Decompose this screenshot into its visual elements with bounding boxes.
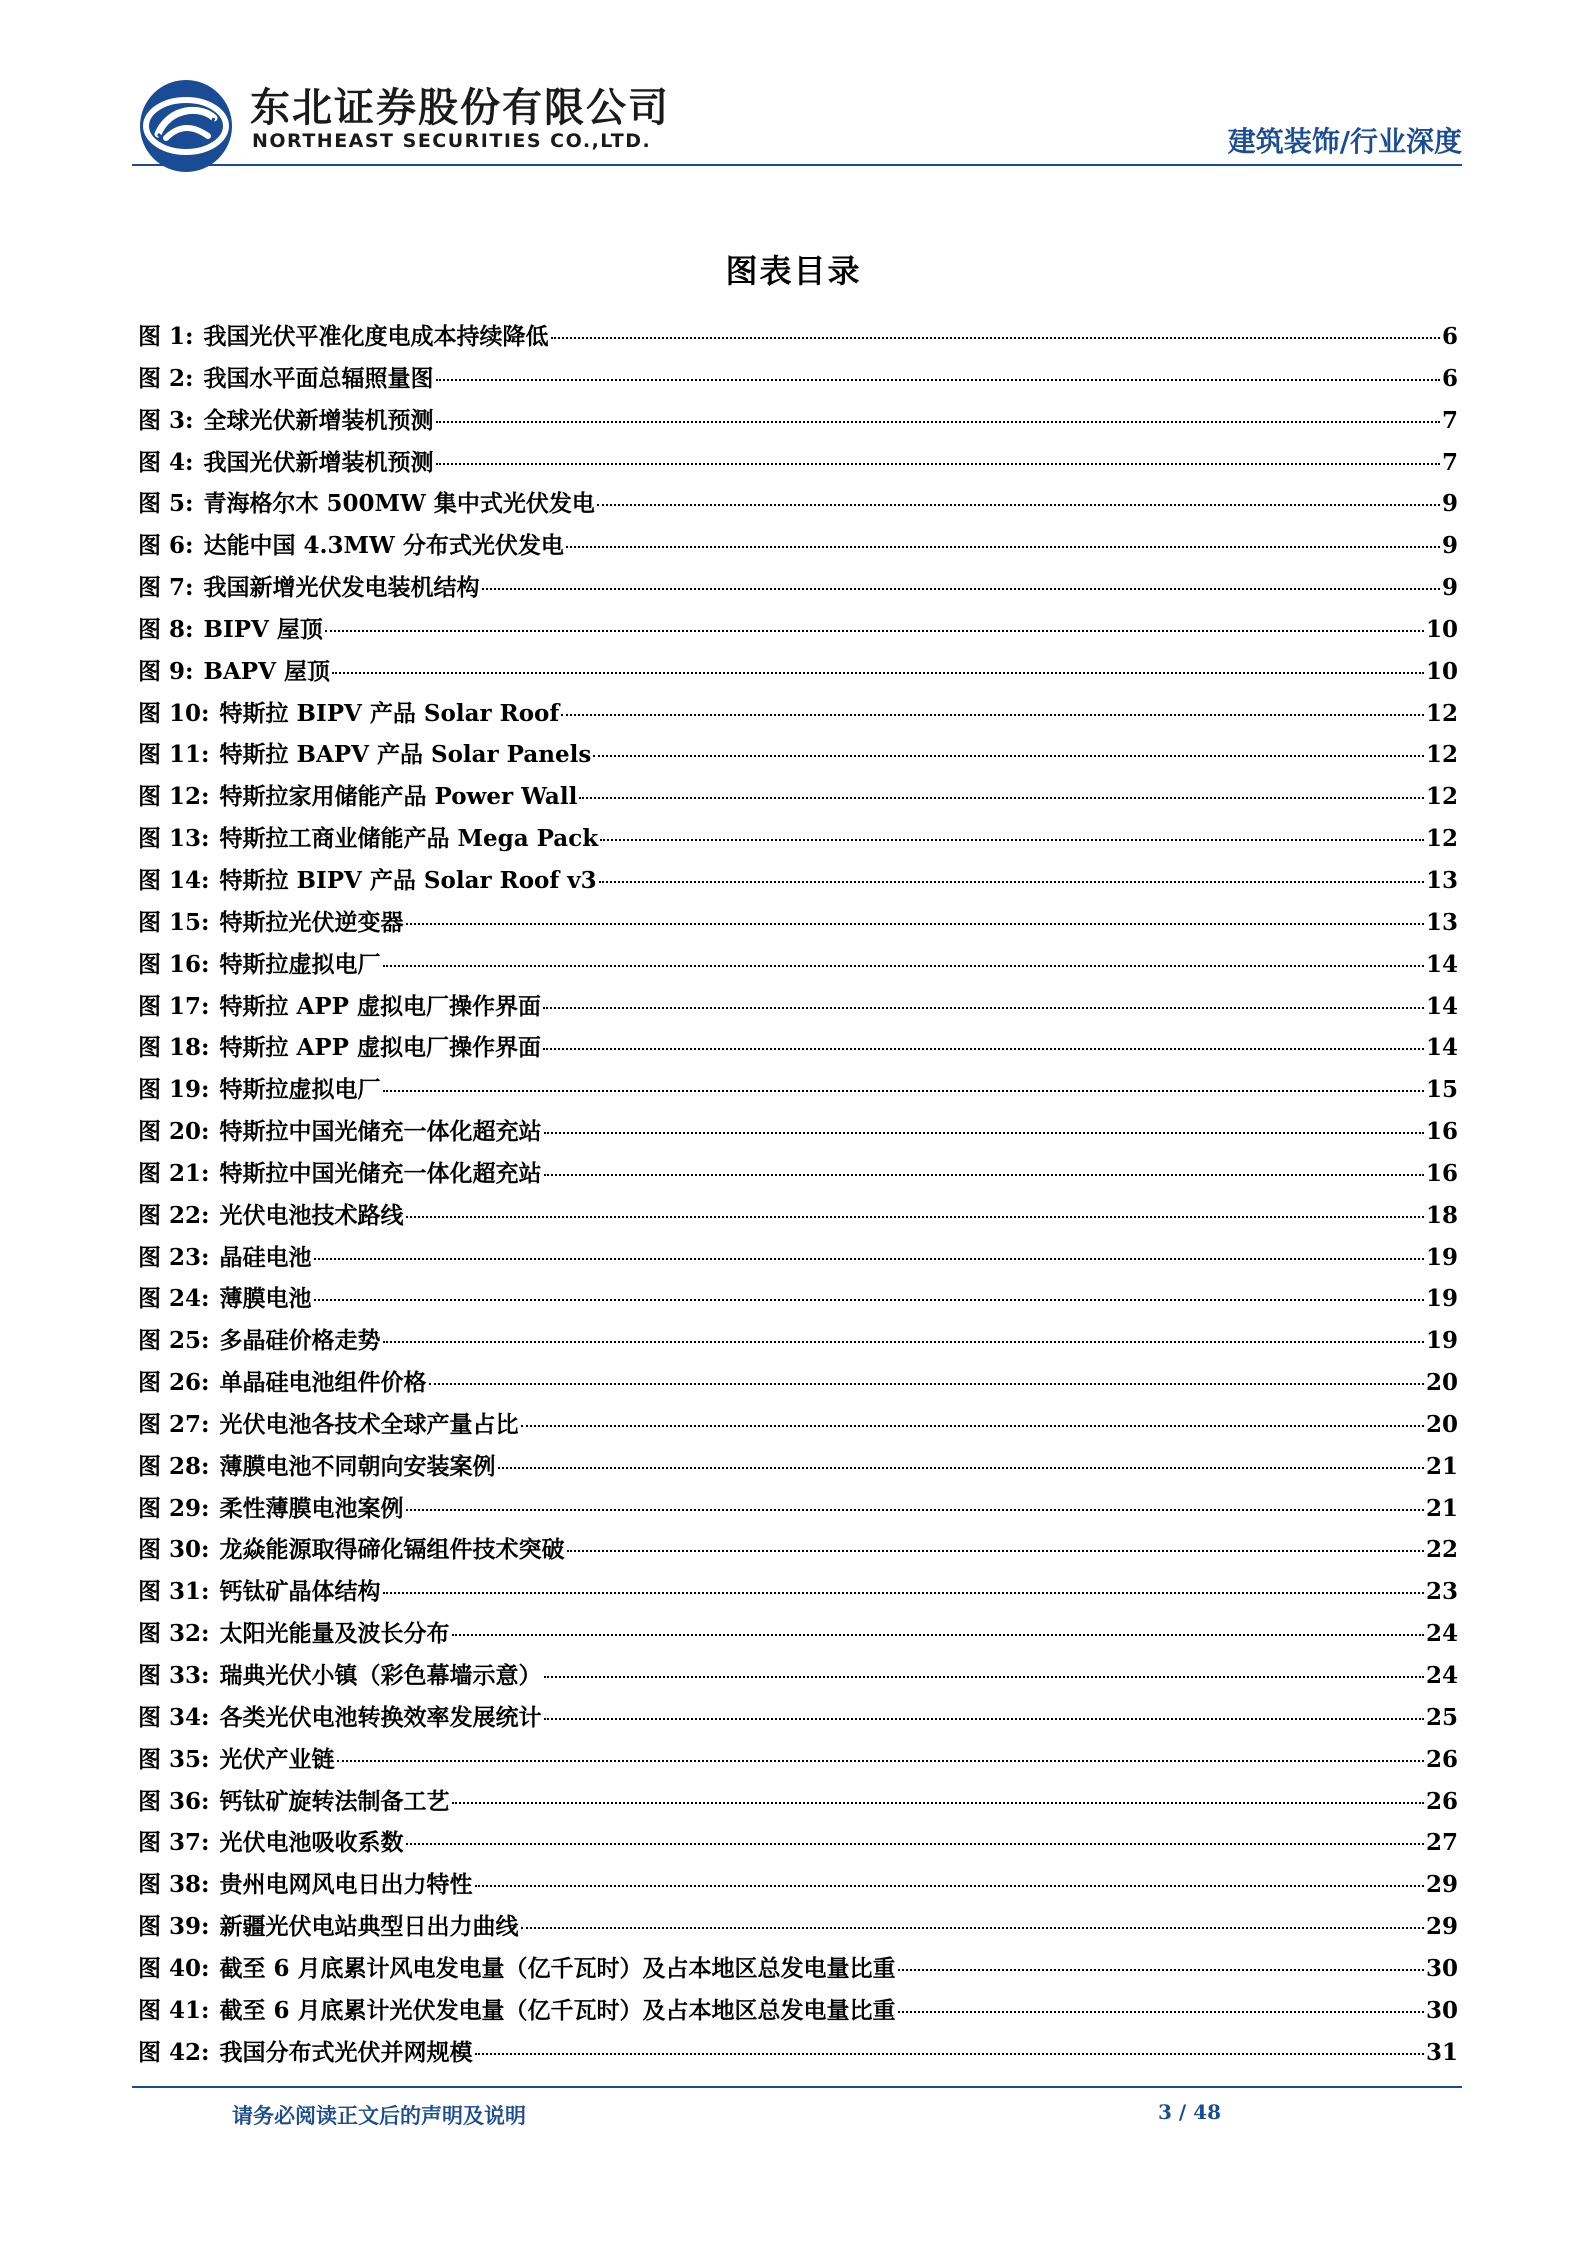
- toc-entry[interactable]: [138, 1364, 1458, 1406]
- toc-entry-number: 图 31:: [138, 1578, 210, 1606]
- toc-entry-title: 特斯拉工商业储能产品 Mega Pack: [219, 825, 599, 853]
- toc-entry-page: 19: [1425, 1243, 1458, 1271]
- toc-dot-leader: [898, 2010, 1424, 2013]
- toc-entry-number: 图 22:: [138, 1201, 210, 1229]
- toc-entry[interactable]: [138, 611, 1458, 653]
- toc-entry-number: 图 10:: [138, 699, 210, 727]
- toc-dot-leader: [521, 1926, 1424, 1929]
- toc-dot-leader: [561, 713, 1424, 716]
- toc-entry-title: 特斯拉 BIPV 产品 Solar Roof v3: [219, 866, 597, 894]
- toc-entry-page: 9: [1441, 490, 1458, 518]
- toc-entry[interactable]: [138, 736, 1458, 778]
- toc-entry-page: 15: [1425, 1076, 1458, 1104]
- toc-entry-number: 图 26:: [138, 1369, 210, 1397]
- toc-entry[interactable]: [138, 1029, 1458, 1071]
- toc-dot-leader: [383, 964, 1424, 967]
- toc-entry-number: 图 35:: [138, 1745, 210, 1773]
- toc-entry[interactable]: [138, 360, 1458, 402]
- toc-entry-number: 图 42:: [138, 2038, 210, 2066]
- toc-entry-page: 31: [1425, 2038, 1458, 2066]
- toc-entry-number: 图 34:: [138, 1703, 210, 1731]
- toc-entry-number: 图 13:: [138, 825, 210, 853]
- toc-entry-title: 特斯拉 BAPV 产品 Solar Panels: [219, 741, 592, 769]
- toc-entry-number: 图 29:: [138, 1494, 210, 1522]
- toc-entry-title: 光伏电池各技术全球产量占比: [219, 1410, 519, 1438]
- toc-entry-number: 图 21:: [138, 1159, 210, 1187]
- toc-entry-page: 20: [1425, 1369, 1458, 1397]
- figure-toc-list: [138, 318, 1458, 2075]
- toc-entry-number: 图 8:: [138, 615, 194, 643]
- toc-entry-page: 6: [1441, 323, 1458, 350]
- toc-entry-page: 13: [1425, 866, 1458, 894]
- toc-entry-title: 多晶硅价格走势: [219, 1327, 381, 1355]
- toc-entry[interactable]: [138, 988, 1458, 1030]
- toc-entry-page: 14: [1425, 1034, 1458, 1062]
- toc-entry-page: 7: [1441, 448, 1458, 476]
- toc-dot-leader: [383, 1089, 1424, 1092]
- toc-entry-number: 图 33:: [138, 1662, 210, 1689]
- toc-entry[interactable]: [138, 1908, 1458, 1950]
- toc-dot-leader: [337, 1759, 1424, 1762]
- toc-dot-leader: [544, 1131, 1424, 1134]
- company-logo-icon: [136, 76, 236, 176]
- toc-entry-number: 图 2:: [138, 364, 194, 392]
- toc-entry[interactable]: [138, 1490, 1458, 1532]
- toc-dot-leader: [332, 671, 1424, 674]
- toc-dot-leader: [406, 1508, 1424, 1511]
- toc-entry-page: 25: [1425, 1703, 1458, 1731]
- toc-entry-page: 13: [1425, 908, 1458, 936]
- toc-entry[interactable]: [138, 1280, 1458, 1322]
- toc-entry-title: 光伏电池技术路线: [219, 1201, 404, 1229]
- toc-entry-page: 12: [1425, 825, 1458, 853]
- toc-entry-page: 16: [1425, 1118, 1458, 1146]
- toc-dot-leader: [482, 587, 1440, 590]
- toc-dot-leader: [543, 1047, 1424, 1050]
- toc-dot-leader: [544, 1173, 1424, 1176]
- toc-dot-leader: [406, 1842, 1424, 1845]
- toc-entry-number: 图 7:: [138, 574, 194, 602]
- toc-entry[interactable]: [138, 904, 1458, 946]
- toc-entry-number: 图 39:: [138, 1913, 210, 1941]
- toc-entry-number: 图 18:: [138, 1034, 210, 1062]
- page-number: 3 / 48: [1158, 2100, 1221, 2124]
- toc-entry-number: 图 16:: [138, 950, 210, 978]
- toc-entry-number: 图 36:: [138, 1787, 210, 1815]
- toc-entry-title: 青海格尔木 500MW 集中式光伏发电: [203, 490, 595, 518]
- toc-entry[interactable]: [138, 1406, 1458, 1448]
- toc-dot-leader: [406, 1215, 1424, 1218]
- toc-entry-title: 薄膜电池: [219, 1285, 312, 1313]
- toc-entry[interactable]: [138, 1950, 1458, 1992]
- toc-entry-title: 我国分布式光伏并网规模: [219, 2038, 473, 2066]
- toc-entry[interactable]: [138, 1615, 1458, 1657]
- toc-entry-title: 特斯拉 APP 虚拟电厂操作界面: [219, 992, 541, 1020]
- toc-entry-title: 截至 6 月底累计光伏发电量（亿千瓦时）及占本地区总发电量比重: [219, 1996, 896, 2024]
- toc-dot-leader: [544, 1717, 1424, 1720]
- toc-entry-page: 12: [1425, 699, 1458, 727]
- toc-dot-leader: [475, 1884, 1424, 1887]
- toc-entry-number: 图 11:: [138, 741, 210, 769]
- toc-entry-page: 10: [1425, 615, 1458, 643]
- toc-entry[interactable]: [138, 485, 1458, 527]
- toc-entry-page: 14: [1425, 992, 1458, 1020]
- toc-entry[interactable]: [138, 318, 1458, 360]
- toc-dot-leader: [551, 336, 1440, 339]
- toc-entry-page: 29: [1425, 1913, 1458, 1941]
- toc-entry-title: 特斯拉虚拟电厂: [219, 950, 381, 978]
- toc-entry-number: 图 40:: [138, 1954, 210, 1982]
- toc-entry-title: 新疆光伏电站典型日出力曲线: [219, 1913, 519, 1941]
- toc-entry-page: 6: [1441, 364, 1458, 392]
- toc-dot-leader: [314, 1298, 1424, 1301]
- toc-entry-page: 22: [1425, 1536, 1458, 1564]
- toc-entry-title: 龙焱能源取得碲化镉组件技术突破: [219, 1536, 565, 1564]
- toc-dot-leader: [314, 1257, 1424, 1260]
- toc-entry-page: 10: [1425, 657, 1458, 685]
- toc-entry[interactable]: [138, 527, 1458, 569]
- toc-entry[interactable]: [138, 1699, 1458, 1741]
- toc-dot-leader: [566, 545, 1440, 548]
- toc-entry-page: 18: [1425, 1201, 1458, 1229]
- report-category: 建筑装饰/行业深度: [1227, 125, 1462, 158]
- toc-dot-leader: [452, 1801, 1424, 1804]
- toc-entry-title: 我国新增光伏发电装机结构: [203, 574, 480, 602]
- toc-entry-title: 全球光伏新增装机预测: [203, 406, 434, 434]
- toc-dot-leader: [475, 2052, 1424, 2055]
- toc-entry[interactable]: [138, 946, 1458, 988]
- toc-entry-number: 图 6:: [138, 532, 194, 560]
- toc-entry-title: 达能中国 4.3MW 分布式光伏发电: [203, 532, 564, 560]
- toc-entry-number: 图 5:: [138, 490, 194, 518]
- toc-entry-title: 截至 6 月底累计风电发电量（亿千瓦时）及占本地区总发电量比重: [219, 1954, 896, 1982]
- toc-dot-leader: [383, 1591, 1424, 1594]
- header-divider: [132, 164, 1462, 166]
- company-name-en: NORTHEAST SECURITIES CO.,LTD.: [252, 130, 652, 152]
- toc-dot-leader: [600, 838, 1424, 841]
- toc-entry-title: 特斯拉中国光储充一体化超充站: [219, 1159, 542, 1187]
- toc-entry-number: 图 30:: [138, 1536, 210, 1564]
- toc-entry-number: 图 32:: [138, 1620, 210, 1648]
- toc-entry-number: 图 27:: [138, 1410, 210, 1438]
- toc-dot-leader: [593, 754, 1424, 757]
- toc-entry-page: 30: [1425, 1954, 1458, 1982]
- toc-entry[interactable]: [138, 402, 1458, 444]
- toc-entry[interactable]: [138, 1657, 1458, 1699]
- toc-entry-title: BIPV 屋顶: [203, 615, 323, 643]
- toc-dot-leader: [429, 1382, 1424, 1385]
- toc-entry-title: 柔性薄膜电池案例: [219, 1494, 404, 1522]
- toc-entry[interactable]: [138, 1824, 1458, 1866]
- toc-entry-page: 24: [1425, 1662, 1458, 1689]
- toc-entry[interactable]: [138, 653, 1458, 695]
- toc-entry-page: 21: [1425, 1452, 1458, 1480]
- page-title: 图表目录: [725, 252, 862, 290]
- toc-entry[interactable]: [138, 1071, 1458, 1113]
- toc-entry-title: 晶硅电池: [219, 1243, 312, 1271]
- toc-dot-leader: [498, 1466, 1424, 1469]
- toc-dot-leader: [436, 462, 1440, 465]
- toc-entry[interactable]: [138, 1322, 1458, 1364]
- toc-entry-page: 24: [1425, 1620, 1458, 1648]
- toc-entry[interactable]: [138, 1239, 1458, 1281]
- toc-dot-leader: [383, 1340, 1424, 1343]
- toc-entry-number: 图 1:: [138, 323, 194, 350]
- toc-entry[interactable]: [138, 1573, 1458, 1615]
- toc-dot-leader: [436, 378, 1440, 381]
- toc-entry-page: 26: [1425, 1787, 1458, 1815]
- toc-entry-title: 我国光伏平准化度电成本持续降低: [203, 323, 549, 350]
- toc-dot-leader: [436, 420, 1440, 423]
- toc-entry-title: 瑞典光伏小镇（彩色幕墙示意）: [219, 1662, 542, 1689]
- toc-entry[interactable]: [138, 1155, 1458, 1197]
- toc-entry[interactable]: [138, 444, 1458, 486]
- toc-entry-page: 14: [1425, 950, 1458, 978]
- toc-entry-title: 钙钛矿晶体结构: [219, 1578, 381, 1606]
- toc-entry-title: 我国光伏新增装机预测: [203, 448, 434, 476]
- toc-dot-leader: [543, 1006, 1424, 1009]
- toc-entry-title: 光伏电池吸收系数: [219, 1829, 404, 1857]
- toc-entry-page: 23: [1425, 1578, 1458, 1606]
- toc-entry-page: 27: [1425, 1829, 1458, 1857]
- toc-entry-title: 单晶硅电池组件价格: [219, 1369, 427, 1397]
- toc-dot-leader: [521, 1424, 1424, 1427]
- toc-entry-title: 贵州电网风电日出力特性: [219, 1871, 473, 1899]
- toc-entry-page: 30: [1425, 1996, 1458, 2024]
- toc-entry[interactable]: [138, 1113, 1458, 1155]
- toc-entry-number: 图 23:: [138, 1243, 210, 1271]
- toc-dot-leader: [406, 922, 1424, 925]
- toc-entry[interactable]: [138, 2034, 1458, 2076]
- toc-entry-page: 19: [1425, 1285, 1458, 1313]
- toc-entry-page: 7: [1441, 406, 1458, 434]
- toc-entry-number: 图 15:: [138, 908, 210, 936]
- toc-entry[interactable]: [138, 1448, 1458, 1490]
- toc-entry[interactable]: [138, 1741, 1458, 1783]
- toc-entry[interactable]: [138, 778, 1458, 820]
- toc-entry-title: 特斯拉 APP 虚拟电厂操作界面: [219, 1034, 541, 1062]
- toc-dot-leader: [452, 1633, 1424, 1636]
- toc-entry-number: 图 37:: [138, 1829, 210, 1857]
- toc-entry[interactable]: [138, 820, 1458, 862]
- toc-entry-number: 图 20:: [138, 1118, 210, 1146]
- toc-entry-number: 图 19:: [138, 1076, 210, 1104]
- company-name-cn: 东北证券股份有限公司: [250, 85, 670, 131]
- page-header: [132, 68, 1462, 168]
- toc-entry-number: 图 28:: [138, 1452, 210, 1480]
- toc-entry[interactable]: [138, 1197, 1458, 1239]
- toc-entry-page: 19: [1425, 1327, 1458, 1355]
- toc-entry[interactable]: [138, 1992, 1458, 2034]
- toc-entry-title: 特斯拉光伏逆变器: [219, 908, 404, 936]
- toc-entry-number: 图 41:: [138, 1996, 210, 2024]
- toc-entry[interactable]: [138, 695, 1458, 737]
- toc-dot-leader: [325, 629, 1424, 632]
- footer-divider: [132, 2086, 1462, 2088]
- toc-entry-page: 12: [1425, 783, 1458, 811]
- toc-dot-leader: [567, 1549, 1424, 1552]
- toc-entry[interactable]: [138, 1866, 1458, 1908]
- toc-entry-page: 12: [1425, 741, 1458, 769]
- toc-entry-title: 太阳光能量及波长分布: [219, 1620, 450, 1648]
- toc-dot-leader: [597, 503, 1440, 506]
- toc-entry-title: 光伏产业链: [219, 1745, 335, 1773]
- toc-entry-number: 图 24:: [138, 1285, 210, 1313]
- toc-entry-number: 图 12:: [138, 783, 210, 811]
- toc-entry-page: 21: [1425, 1494, 1458, 1522]
- toc-entry-page: 20: [1425, 1410, 1458, 1438]
- toc-entry-page: 26: [1425, 1745, 1458, 1773]
- toc-entry-page: 9: [1441, 532, 1458, 560]
- toc-entry-page: 9: [1441, 574, 1458, 602]
- toc-entry-title: 特斯拉家用储能产品 Power Wall: [219, 783, 578, 811]
- toc-entry-number: 图 4:: [138, 448, 194, 476]
- toc-entry-number: 图 9:: [138, 657, 194, 685]
- toc-entry-number: 图 25:: [138, 1327, 210, 1355]
- toc-entry-title: 特斯拉 BIPV 产品 Solar Roof: [219, 699, 560, 727]
- toc-entry-title: BAPV 屋顶: [203, 657, 330, 685]
- toc-entry-title: 我国水平面总辐照量图: [203, 364, 434, 392]
- toc-dot-leader: [544, 1675, 1424, 1678]
- toc-entry-number: 图 14:: [138, 866, 210, 894]
- toc-entry-title: 特斯拉虚拟电厂: [219, 1076, 381, 1104]
- toc-dot-leader: [579, 796, 1424, 799]
- toc-entry-page: 16: [1425, 1159, 1458, 1187]
- toc-entry-title: 特斯拉中国光储充一体化超充站: [219, 1118, 542, 1146]
- toc-entry[interactable]: [138, 569, 1458, 611]
- toc-entry-number: 图 17:: [138, 992, 210, 1020]
- toc-entry[interactable]: [138, 1531, 1458, 1573]
- toc-entry[interactable]: [138, 862, 1458, 904]
- toc-dot-leader: [898, 1968, 1424, 1971]
- toc-entry-title: 薄膜电池不同朝向安装案例: [219, 1452, 496, 1480]
- toc-entry-page: 29: [1425, 1871, 1458, 1899]
- toc-entry-title: 各类光伏电池转换效率发展统计: [219, 1703, 542, 1731]
- toc-entry[interactable]: [138, 1783, 1458, 1825]
- toc-entry-number: 图 38:: [138, 1871, 210, 1899]
- toc-dot-leader: [599, 880, 1424, 883]
- toc-entry-title: 钙钛矿旋转法制备工艺: [219, 1787, 450, 1815]
- toc-entry-number: 图 3:: [138, 406, 194, 434]
- disclaimer-note: 请务必阅读正文后的声明及说明: [232, 2104, 526, 2128]
